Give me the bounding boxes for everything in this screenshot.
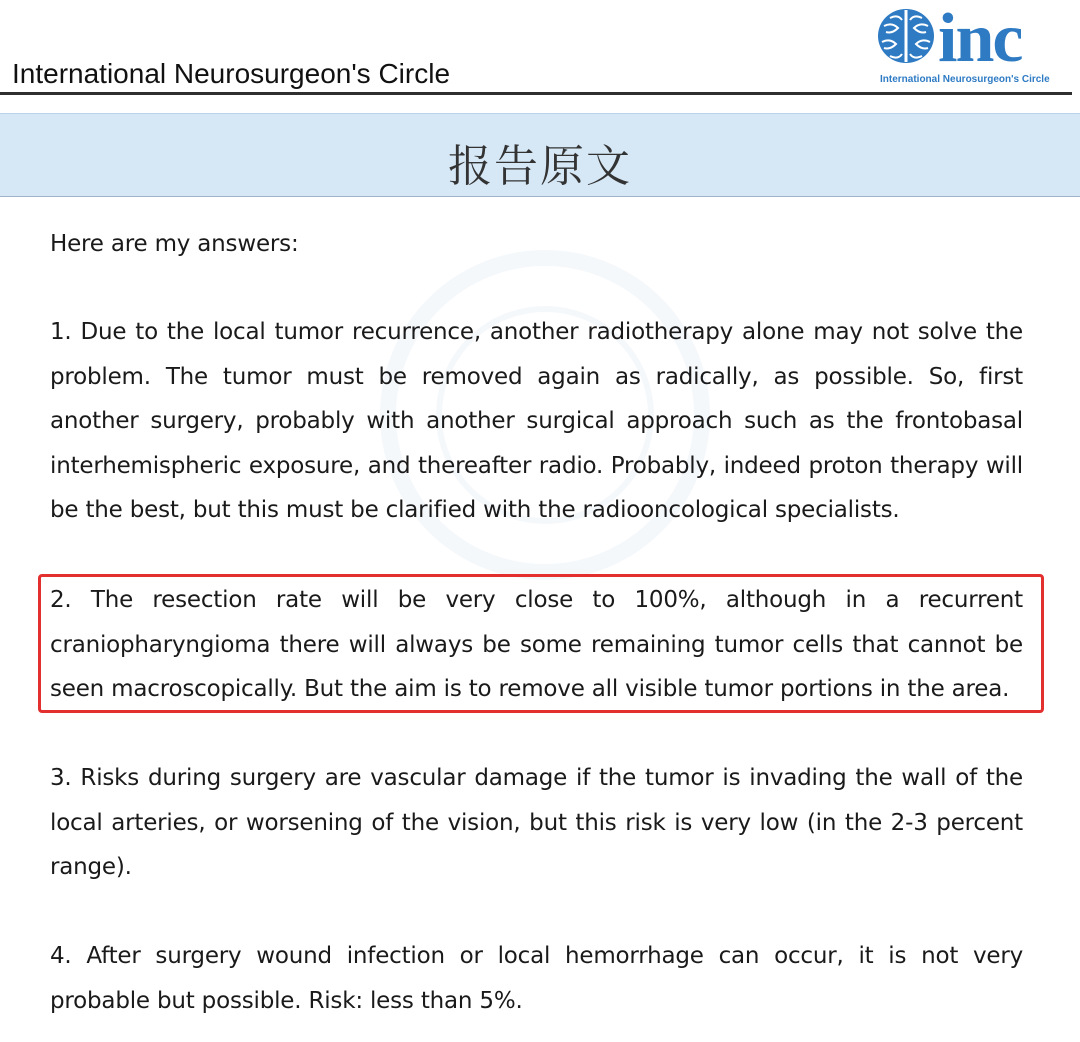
inc-logo [876,0,1072,92]
page-header [0,0,1080,112]
answer-3: 3. Risks during surgery are vascular damage if the tumor is invading the wall of the local arteries, or worsening of the vision, but this risk is very low (in the 2-3 percent range). [50,765,1023,880]
brain-icon [876,4,940,70]
logo-letters: inc [938,0,1022,77]
logo-caption: International Neurosurgeon's Circle [880,74,1050,85]
intro-text: Here are my answers: [50,231,299,257]
title-banner [0,113,1080,197]
banner-title: 报告原文 [448,141,632,192]
answer-2: 2. The resection rate will be very close to 100%, although in a recurrent craniopharyngioma there will always be some remaining tumor cells that cannot be seen macroscopically. But the aim is to remove all visible tumor portions in the area. [50,587,1023,702]
header-divider [0,92,1072,95]
answer-4: 4. After surgery wound infection or local hemorrhage can occur, it is not very probable but possible. Risk: less than 5%. [50,943,1023,1014]
answer-1: 1. Due to the local tumor recurrence, another radiotherapy alone may not solve the problem. The tumor must be removed again as radically, as possible. So, first another surgery, probably with another surgical approach such as the frontobasal interhemispheric exposure, and thereafter radio. Probably, indeed proton therapy will be the best, but this must be clarified with the radiooncological specialists. [50,319,1023,523]
site-name: International Neurosurgeon's Circle [12,58,451,89]
